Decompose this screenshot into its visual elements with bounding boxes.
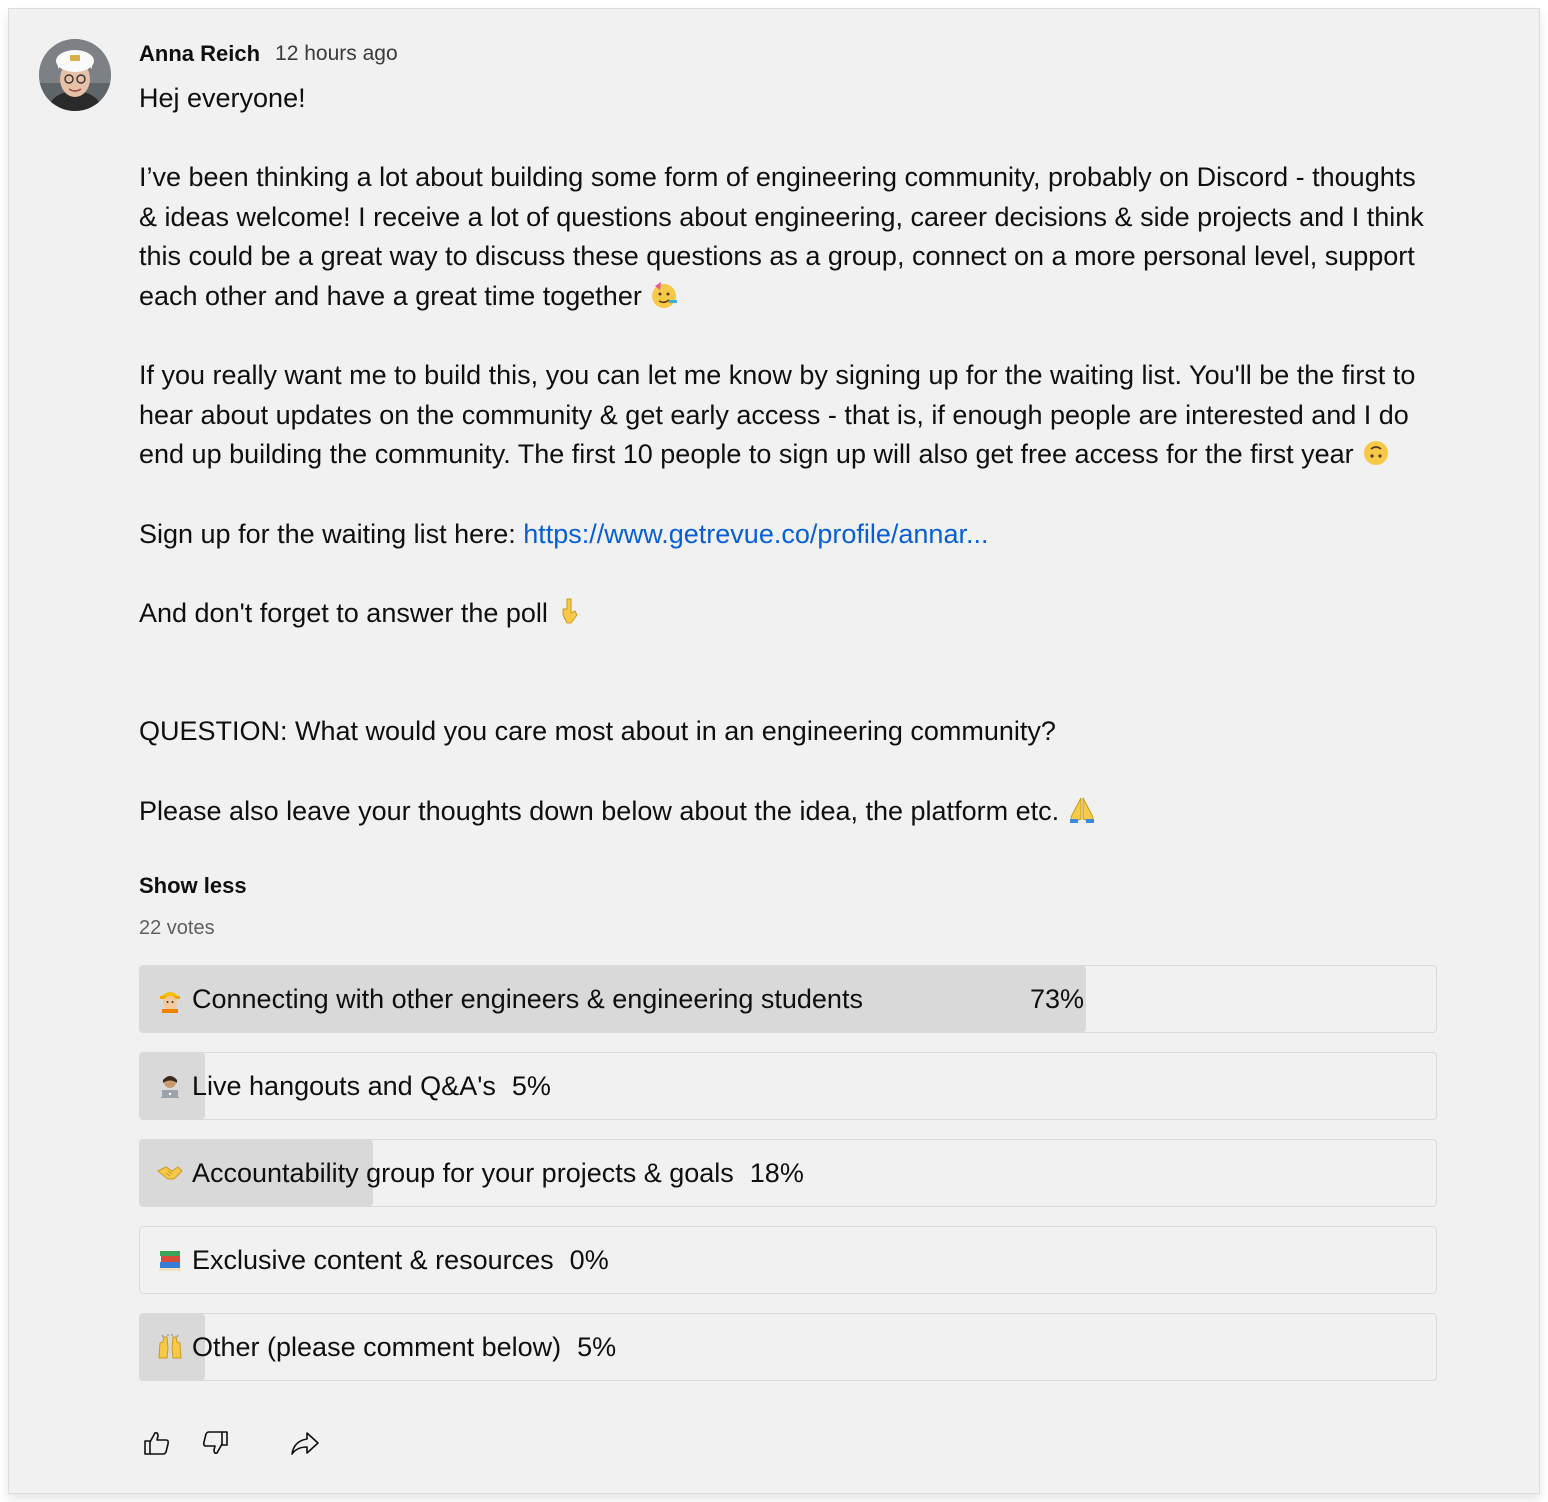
thumbs-up-icon [142,1428,172,1458]
poll-question: QUESTION: What would you care most about in an engineering community? [139,716,1056,747]
poll-option[interactable] [139,1139,1437,1207]
upside-down-face-icon [1361,438,1391,468]
vote-count: 22 votes [139,917,215,939]
post-body [139,79,1429,831]
poll-option[interactable] [139,1313,1437,1381]
poll [139,965,1437,1400]
poll-option-percent: 5% [511,1070,551,1101]
signup-line: Sign up for the waiting list here: https://www.getrevue.co/profile/annar... [139,518,989,549]
post-header [139,39,398,69]
community-post [8,8,1540,1494]
show-less-button[interactable]: Show less [139,873,247,898]
post-greeting: Hej everyone! [139,83,306,113]
poll-option-percent: 73% [1030,983,1085,1014]
thumbs-down-icon [200,1428,230,1458]
post-actions [139,1425,323,1461]
poll-option-label: Connecting with other engineers & engineering students [192,983,863,1014]
partying-face-icon [649,280,679,310]
folded-hands-icon [1067,795,1097,825]
waiting-list-link[interactable]: https://www.getrevue.co/profile/annar... [523,518,989,549]
poll-option-percent: 5% [577,1331,617,1362]
avatar[interactable] [39,39,111,111]
handshake-icon [154,1157,186,1189]
share-icon [290,1428,320,1458]
poll-option[interactable] [139,1226,1437,1294]
poll-option-label: Live hangouts and Q&A's [192,1070,496,1101]
raising-hands-icon [154,1331,186,1363]
post-timestamp[interactable]: 12 hours ago [275,42,398,65]
poll-reminder: And don't forget to answer the poll [139,594,1429,634]
pointing-down-icon [555,597,585,627]
dislike-button[interactable] [197,1425,233,1461]
like-button[interactable] [139,1425,175,1461]
post-paragraph-2: If you really want me to build this, you can let me know by signing up for the waiting list. You'll be the first to hear about updates on the community & get early access - that is, if enough people are interested and I do end up building the community. The first 10 people to sign up will also get free access for the first year [139,360,1416,470]
author-name[interactable]: Anna Reich [139,41,261,66]
share-button[interactable] [287,1425,323,1461]
technologist-icon [154,1070,186,1102]
poll-option-label: Other (please comment below) [192,1331,562,1362]
thoughts-line: Please also leave your thoughts down below about the idea, the platform etc. [139,792,1429,832]
poll-option-label: Exclusive content & resources [192,1244,554,1275]
books-icon [154,1244,186,1276]
poll-option[interactable] [139,965,1437,1033]
post-paragraph-1: I’ve been thinking a lot about building some form of engineering community, probably on Discord - thoughts & ideas welcome! I receive a lot of questions about engineering, career decisions & side projects and I think this could be a great way to discuss these questions as a group, connect on a more personal level, support each other and have a great time together [139,162,1424,311]
poll-option[interactable] [139,1052,1437,1120]
poll-option-percent: 0% [569,1244,609,1275]
poll-option-percent: 18% [749,1157,804,1188]
poll-option-label: Accountability group for your projects & goals [192,1157,734,1188]
construction-worker-icon [154,983,186,1015]
